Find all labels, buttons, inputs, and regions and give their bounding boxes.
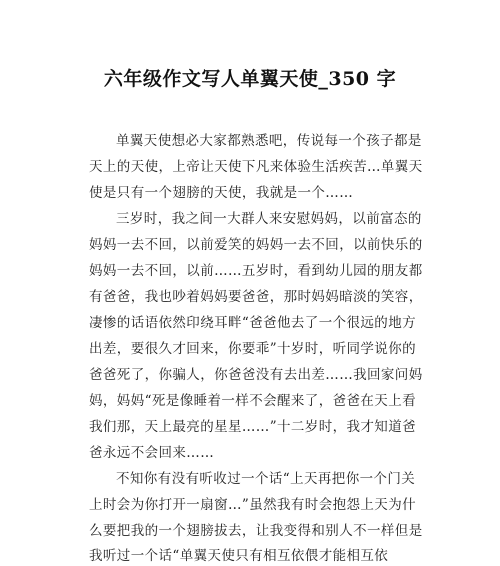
text-line: 么要把我的一个翅膀拔去，让我变得和别人不一样但是 [89,523,423,539]
text-line: 爸永远不会回来…… [89,445,215,461]
text-line: 爸爸死了，你骗人，你爸爸没有去出差……我回家问妈 [89,367,423,383]
text-line: 我听过一个话“单翼天使只有相互依偎才能相互依 [89,548,389,564]
text-line: 有爸爸，我也吵着妈妈要爸爸，那时妈妈暗淡的笑容， [89,289,423,305]
text-line: 妈，妈妈“死是像睡着一样不会醒来了，爸爸在天上看 [89,393,417,409]
text-line: 单翼天使想必大家都熟悉吧，传说每一个孩子都是 [116,133,422,149]
text-line: 凄惨的话语依然印绕耳畔“爸爸他去了一个很远的地方 [89,315,417,331]
text-line: 妈妈一去不回，以前爱笑的妈妈一去不回，以前快乐的 [89,237,423,253]
text-line: 妈妈一去不回，以前……五岁时，看到幼儿园的朋友都 [89,263,423,279]
text-line: 出差，要很久才回来，你要乖”十岁时，听同学说你的 [89,341,417,357]
text-line: 天上的天使，上帝让天使下凡来体验生活疾苦…单翼天 [89,159,423,175]
text-line: 使是只有一个翅膀的天使，我就是一个…… [89,185,354,201]
document-title: 六年级作文写人单翼天使_350 字 [103,68,397,90]
text-line: 上时会为你打开一扇窗…”虽然我有时会抱怨上天为什 [89,497,417,513]
text-line: 不知你有没有听收过一个话“上天再把你一个门关 [116,471,416,487]
text-line: 我们那，天上最亮的星星……”十二岁时，我才知道爸 [89,419,417,435]
text-line: 三岁时，我之间一大群人来安慰妈妈，以前富态的 [116,211,422,227]
